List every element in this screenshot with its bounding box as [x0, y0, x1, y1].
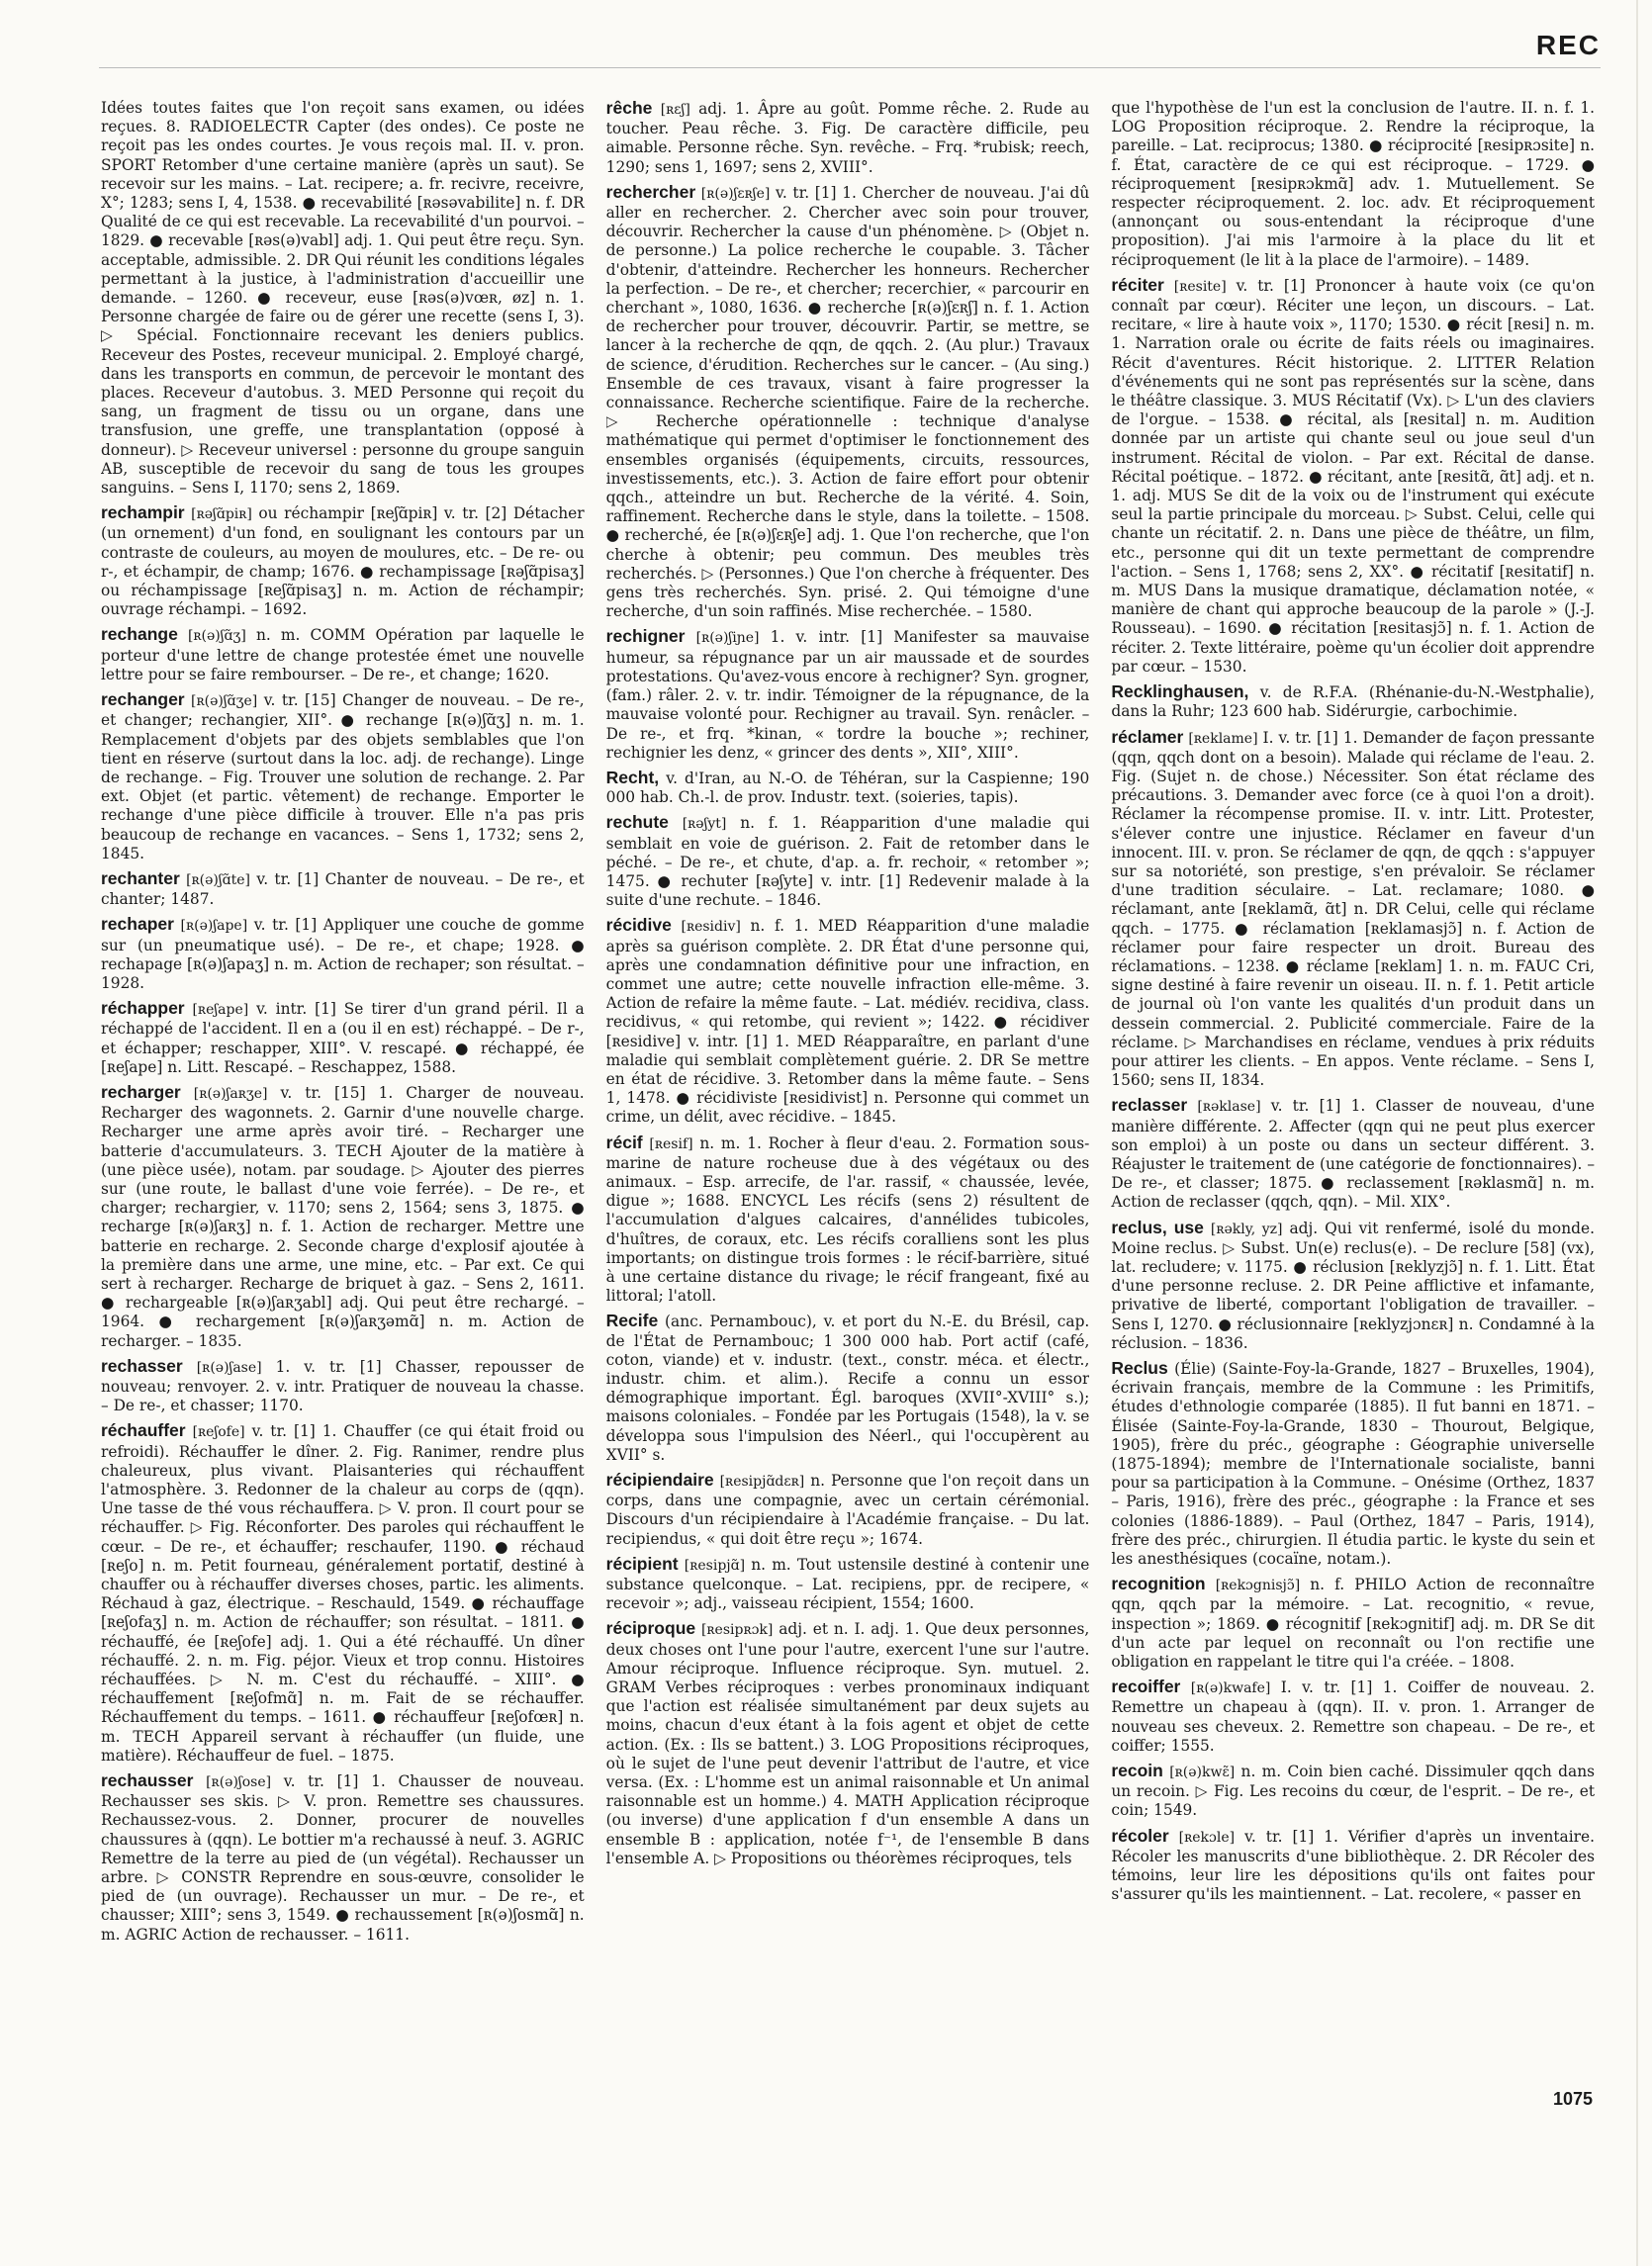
entry-headword: rechanter	[101, 867, 180, 888]
entry-headword: rechaper	[101, 914, 174, 935]
entry-definition: n. f. 1. Réapparition d'une maladie qui semblait en voie de guérison. 2. Fait de retomber dans le péché. – De re-, et chute, d'ap. a. fr. rechoir, « retomber »; 1475. ● rechuter [ʀəʃyte] v. intr. [1] Redevenir malade à la suite d'une rechute. – 1846.	[605, 814, 1090, 910]
entry-definition: Idées toutes faites que l'on reçoit sans examen, ou idées reçues. 8. RADIOELECTR Capter (des ondes). Ce poste ne reçoit pas les ondes courtes. Je vous reçois mal. II. v. pron. SPORT Retomber d'une certaine manière (après un saut). Se recevoir sur les mains. – Lat. recipere; a. fr. recivre, receivre, X°; 1283; sens I, 4, 1538. ● recevabilité [ʀəsəvabilite] n. f. DR Qualité de ce qui est recevable. La recevabilité d'un pourvoi. – 1829. ● recevable [ʀəs(ə)vabl] adj. 1. Qui peut être reçu. Syn. acceptable, admissible. 2. DR Qui réunit les conditions légales permettant à la justice, à l'administration d'accueillir une demande. – 1260. ● receveur, euse [ʀəs(ə)vœʀ, øz] n. 1. Personne chargée de faire ou de gérer une recette (sens I, 3). ▷ Spécial. Fonctionnaire recevant les deniers publics. Receveur des Postes, receveur municipal. 2. Employé chargé, dans les transports en commun, de percevoir le montant des places. Receveur d'autobus. 3. MED Personne qui reçoit du sang, un fragment de tissu ou un organe, dans une transfusion, une greffe, une transplantation (opposé à donneur). ▷ Receveur universel : personne du groupe sanguin AB, susceptible de recevoir du sang de tous les groupes sanguins. – Sens I, 1170; sens 2, 1869.	[101, 99, 585, 498]
entry-definition: (Élie) (Sainte-Foy-la-Grande, 1827 – Bruxelles, 1904), écrivain français, membre de la Commune : les Primitifs, études d'ethnologie comparée (1885). Il fut banni en 1871. – Élisée (Sainte-Foy-la-Grande, 1830 – Thourout, Belgique, 1905), frère du préc., géographe : Géographie universelle (1875-1894); membre de l'Internationale socialiste, banni pour sa participation à la Commune. – Onésime (Orthez, 1837 – Paris, 1916), frère des préc., géographe : la France et ses colonies (1886-1889). – Paul (Orthez, 1847 – Paris, 1914), frère des préc., chirurgien. Il étudia partic. le kyste du sein et les anesthésiques (cocaïne, notam.).	[1111, 1360, 1596, 1569]
dictionary-entry	[101, 1083, 585, 1351]
entry-pronunciation: [ʀ(ə)ʃape]	[180, 918, 248, 935]
entry-definition: I. v. tr. [1] 1. Demander de façon pressante (qqn, qqch dont on a besoin). Malade qui réclame de l'eau. 2. Fig. (Sujet n. de chose.) Nécessiter. Son état réclame des précautions. 3. Demander avec force (ce à quoi l'on a droit). Réclamer la récompense promise. II. v. intr. Litt. Protester, s'élever contre une injustice. Réclamer en faveur d'un innocent. III. v. pron. Se réclamer de qqn, de qqch : s'appuyer sur sa notoriété, son prestige, s'en prévaloir. Se réclamer d'une tradition séculaire. – Lat. reclamare; 1080. ● réclamant, ante [ʀeklamɑ̃, ɑ̃t] n. DR Celui, celle qui réclame qqch. – 1775. ● réclamation [ʀeklamasjɔ̃] n. f. Action de réclamer pour faire respecter un droit. Bureau des réclamations. – 1238. ● réclame [ʀeklam] 1. n. m. FAUC Cri, signe destiné à faire revenir un oiseau. II. n. f. 1. Petit article de journal où l'on vante les qualités d'un produit dans un dessein commercial. 2. Publicité commerciale. Faire de la réclame. ▷ Marchandises en réclame, vendues à prix réduits pour attirer les clients. – En appos. Vente réclame. – Sens I, 1560; sens II, 1834.	[1111, 728, 1596, 1090]
entry-pronunciation: [ʀesidiv]	[681, 919, 741, 936]
dictionary-entry	[101, 690, 585, 863]
dictionary-entry	[1111, 276, 1595, 677]
dictionary-entry	[1111, 1575, 1595, 1672]
entry-definition: v. tr. [1] 1. Chauffer (ce qui était froid ou refroidi). Réchauffer le dîner. 2. Fig. Ranimer, rendre plus chaleureux, plus vivant. Plaisanteries qui réchauffent l'atmosphère. 3. Redonner de la chaleur au corps de (qqn). Une tasse de thé vous réchauffera. ▷ V. pron. Il court pour se réchauffer. ▷ Fig. Réconforter. Des paroles qui réchauffent le cœur. – De re-, et échauffer; reschaufer, 1190. ● réchaud [ʀeʃo] n. m. Petit fourneau, généralement portatif, destiné à chauffer ou à réchauffer diverses choses, partic. les aliments. Réchaud à gaz, électrique. – Reschauld, 1549. ● réchauffage [ʀeʃofaʒ] n. m. Action de réchauffer; son résultat. – 1811. ● réchauffé, ée [ʀeʃofe] adj. 1. Qui a été réchauffé. Un dîner réchauffé. 2. n. m. Fig. péjor. Vieux et trop connu. Histoires réchauffées. ▷ N. m. C'est du réchauffé. – XIII°. ● réchauffement [ʀeʃofmɑ̃] n. m. Fait de se réchauffer. Réchauffement du temps. – 1611. ● réchauffeur [ʀeʃofœʀ] n. m. TECH Appareil servant à réchauffer (un fluide, une matière). Réchauffeur de fuel. – 1875.	[101, 1422, 585, 1765]
entry-definition: v. intr. [1] Se tirer d'un grand péril. Il a réchappé de l'accident. Il en a (ou il en est) réchappé. – De r-, et échapper; reschapper, XIII°. V. rescapé. ● réchappé, ée [ʀeʃape] n. Litt. Rescapé. – Reschappez, 1588.	[101, 1000, 585, 1076]
dictionary-entry	[1111, 1762, 1595, 1821]
entry-headword: Recht,	[605, 767, 660, 787]
entry-headword: récoler	[1111, 1825, 1169, 1846]
entry-headword: réciter	[1111, 274, 1164, 295]
dictionary-entry	[101, 869, 585, 909]
entry-definition: n. Personne que l'on reçoit dans un corps, dans une compagnie, avec un certain cérémonial. Discours d'un récipiendaire à l'Académie française. – Du lat. recipiendus, « qui doit être reçu »; 1674.	[605, 1472, 1090, 1548]
column-2	[606, 99, 1090, 2087]
entry-pronunciation: [ʀəʃɑ̃piʀ]	[191, 506, 252, 523]
column-1	[101, 99, 585, 2087]
entry-definition: v. tr. [1] 1. Classer de nouveau, d'une manière différente. 2. Affecter (qqn qui ne peut plus exercer son emploi) à un poste ou dans un secteur différent. 3. Réajuster le traitement de (une catégorie de fonctionnaires). – De re-, et classer; 1875. ● reclassement [ʀəklasmɑ̃] n. m. Action de reclasser (qqch, qqn). – Mil. XIX°.	[1111, 1097, 1596, 1212]
dictionary-entry	[1111, 1096, 1595, 1212]
entry-pronunciation: [ʀekɔgnisjɔ̃]	[1215, 1578, 1301, 1594]
entry-definition: n. f. PHILO Action de reconnaître qqn, qqch par la mémoire. – Lat. recognitio, « revue, inspection »; 1869. ● récognitif [ʀekɔgnitif] adj. m. DR Se dit d'un acte par lequel on reconnaît ou l'on rectifie une obligation en rappelant le titre qui l'a créée. – 1808.	[1111, 1576, 1596, 1672]
entry-definition: v. tr. [1] Prononcer à haute voix (ce qu'on connaît par cœur). Réciter une leçon, un discours. – Lat. recitare, « lire à haute voix », 1170; 1530. ● récit [ʀesi] n. m. 1. Narration orale ou écrite de faits réels ou imaginaires. Récit d'aventures. Récit historique. 2. LITTER Relation d'événements qui ne sont pas représentés sur la scène, dans le théâtre classique. 3. MUS Récitatif (Vx). ▷ L'un des claviers de l'orgue. – 1538. ● récital, als [ʀesital] n. m. Audition donnée par un artiste qui chante seul ou joue seul d'un instrument. Récital de violon. – Par ext. Récital de danse. Récital poétique. – 1872. ● récitant, ante [ʀesitɑ̃, ɑ̃t] adj. et n. 1. adj. MUS Se dit de la voix ou de l'instrument qui exécute seul la partie principale du morceau. ▷ Subst. Celui, celle qui chante un récitatif. 2. n. Dans une pièce de théâtre, un film, etc., personne qui dit un texte permettant de comprendre l'action. – Sens 1, 1768; sens 2, XX°. ● récitatif [ʀesitatif] n. m. MUS Dans la musique dramatique, déclamation notée, « manière de chant qui approche beaucoup de la parole » (J.-J. Rousseau). – 1690. ● récitation [ʀesitasjɔ̃] n. f. 1. Action de réciter. 2. Texte littéraire, poème qu'un écolier doit apprendre par cœur. – 1530.	[1111, 276, 1596, 676]
entry-headword: recharger	[101, 1081, 181, 1102]
entry-pronunciation: [ʀəkly, yz]	[1210, 1221, 1283, 1237]
entry-definition: v. tr. [1] Appliquer une couche de gomme sur (un pneumatique usé). – De re-, et chape; 1928. ● rechapage [ʀ(ə)ʃapaʒ] n. m. Action de rechaper; son résultat. – 1928.	[101, 916, 585, 992]
dictionary-entry	[1111, 1359, 1595, 1569]
entry-headword: rechute	[605, 812, 669, 833]
entry-definition: ou réchampir [ʀeʃɑ̃piʀ] v. tr. [2] Détacher (un ornement) d'un fond, en soulignant les contours par un contraste de couleurs, au moyen de moulures, etc. – De re- ou r-, et échampir, de champ; 1676. ● rechampissage [ʀəʃɑ̃pisaʒ] ou réchampissage [ʀeʃɑ̃pisaʒ] n. m. Action de réchampir; ouvrage réchampi. – 1692.	[101, 504, 585, 619]
entry-pronunciation: [ʀeʃape]	[192, 1002, 249, 1019]
entry-headword: récipiendaire	[605, 1470, 714, 1491]
entry-definition: v. tr. [15] 1. Charger de nouveau. Recharger des wagonnets. 2. Garnir d'une nouvelle charge. Recharger une arme après avoir tiré. – Recharger une batterie d'accumulateurs. 3. TECH Ajouter de la matière à (une pièce usée), notam. par soudage. ▷ Ajouter des pierres sur (une route, le ballast d'une voie ferrée). – De re-, et charger; rechargier, v. 1170; sens 2, 1564; sens 3, 1875. ● recharge [ʀ(ə)ʃaʀʒ] n. f. 1. Action de recharger. Mettre une batterie en recharge. 2. Seconde charge d'explosif ajoutée à la première dans une arme, une mine, etc. – Par ext. Ce qui sert à recharger. Recharge de briquet à gaz. – Sens 2, 1611. ● rechargeable [ʀ(ə)ʃaʀʒabl] adj. Qui peut être rechargé. – 1964. ● rechargement [ʀ(ə)ʃaʀʒəmɑ̃] n. m. Action de recharger. – 1835.	[101, 1083, 585, 1350]
dictionary-entry	[101, 1421, 585, 1766]
entry-headword: récidive	[605, 915, 672, 936]
dictionary-entry	[1111, 728, 1595, 1091]
entry-pronunciation: [ʀ(ə)ʃiɲe]	[695, 630, 760, 647]
entry-pronunciation: [ʀ(ə)ʃɑ̃ʒe]	[191, 693, 258, 710]
entry-pronunciation: [ʀesif]	[649, 1135, 693, 1152]
entry-pronunciation: [ʀesipjɑ̃dɛʀ]	[719, 1474, 805, 1491]
entry-headword: réchauffer	[101, 1420, 186, 1441]
dictionary-entry	[606, 1133, 1090, 1307]
entry-headword: rêche	[605, 99, 653, 118]
entry-definition: v. tr. [1] 1. Chercher de nouveau. J'ai dû aller en rechercher. 2. Chercher avec soin pour trouver, découvrir. Rechercher la cause d'un phénomène. ▷ (Objet n. de personne.) La police recherche le coupable. 3. Tâcher d'obtenir, d'atteindre. Rechercher les honneurs. Rechercher la perfection. – De re-, et chercher; recerchier, « parcourir en cherchant », 1080, 1636. ● recherche [ʀ(ə)ʃɛʀʃ] n. f. 1. Action de rechercher pour trouver, découvrir. Partir, se mettre, se lancer à la recherche de qqn, de qqch. 2. (Au plur.) Travaux de science, d'érudition. Recherches sur le cancer. – (Au sing.) Ensemble de ces travaux, visant à faire progresser la connaissance. Recherche scientifique. Faire de la recherche. ▷ Recherche opérationnelle : technique d'analyse mathématique qui permet d'optimiser le fonctionnement des ensembles organisés (équipements, circuits, ressources, investissements, etc.). 3. Action de faire effort pour obtenir qqch., atteindre un but. Recherche de la vérité. 4. Soin, raffinement. Recherche dans le style, dans la toilette. – 1508. ● recherché, ée [ʀ(ə)ʃɛʀʃe] adj. 1. Que l'on recherche, que l'on cherche à obtenir; peu commun. Des meubles très recherchés. ▷ (Personnes.) Que l'on cherche à fréquenter. Des gens très recherchés. Syn. prisé. 2. Qui témoigne d'une recherche, d'un soin raffinés. Mise recherchée. – 1580.	[605, 183, 1090, 621]
entry-headword: recoiffer	[1111, 1677, 1181, 1697]
dictionary-entry	[606, 1312, 1090, 1465]
dictionary-entry	[101, 1357, 585, 1416]
entry-definition: 1. v. tr. [1] Chasser, repousser de nouveau; renvoyer. 2. v. intr. Pratiquer de nouveau la chasse. – De re-, et chasser; 1170.	[101, 1357, 585, 1415]
dictionary-entry	[1111, 682, 1595, 721]
entry-pronunciation: [ʀ(ə)ʃase]	[196, 1359, 262, 1376]
entry-definition: n. m. 1. Rocher à fleur d'eau. 2. Formation sous-marine de nature rocheuse due à des végétaux ou des animaux. – Esp. arrecife, de l'ar. rassif, « chaussée, levée, digue »; 1688. ENCYCL Les récifs (sens 2) résultent de l'accumulation d'algues calcaires, d'annélides tubicoles, d'huîtres, de coraux, etc. Les récifs coralliens sont les plus importants; on distingue trois formes : le récif-barrière, situé à une certaine distance du rivage; le récif frangeant, fixé au littoral; l'atoll.	[605, 1133, 1090, 1306]
entry-pronunciation: [ʀ(ə)kwafe]	[1190, 1680, 1271, 1697]
entry-pronunciation: [ʀesipjɑ̃]	[684, 1557, 746, 1574]
entry-headword: réciproque	[605, 1618, 696, 1639]
entry-pronunciation: [ʀ(ə)ʃaʀʒe]	[193, 1085, 268, 1102]
dictionary-entry	[606, 183, 1090, 622]
dictionary-entry	[606, 1471, 1090, 1549]
entry-definition: v. tr. [1] Chanter de nouveau. – De re-, et chanter; 1487.	[101, 869, 585, 909]
entry-pronunciation: [ʀ(ə)ʃɑ̃te]	[186, 871, 251, 888]
entry-pronunciation: [ʀeʃofe]	[192, 1424, 245, 1441]
entry-definition: n. f. 1. MED Réapparition d'une maladie après sa guérison complète. 2. DR État d'une personne qui, après une condamnation définitive pour une infraction, en commet une autre; cette nouvelle infraction elle-même. 3. Action de refaire la même faute. – Lat. médiév. recidiva, class. recidivus, « qui retombe, qui revient »; 1422. ● récidiver [ʀesidive] v. intr. [1] 1. MED Réapparaître, en parlant d'une maladie qui semblait complètement guérie. 2. DR Se mettre en état de récidive. 3. Retomber dans la même faute. – Sens 1, 1478. ● récidiviste [ʀesidivist] n. Personne qui commet un crime, un délit, avec récidive. – 1845.	[605, 917, 1090, 1127]
entry-pronunciation: [ʀeklame]	[1188, 730, 1258, 747]
dictionary-columns	[101, 99, 1595, 2087]
entry-definition: (anc. Pernambouc), v. et port du N.-E. du Brésil, cap. de l'État de Pernambouc; 1 300 000 hab. Port actif (café, coton, viande) et v. industr. (text., constr. méca. et électr., industr. chim. et alim.). Recife a connu un essor démographique important. Égl. baroques (XVII°-XVIII° s.); maisons coloniales. – Fondée par les Portugais (1548), la v. se développa sous l'impulsion des Néerl., qui l'occupèrent au XVII° s.	[605, 1313, 1090, 1464]
entry-headword: réchapper	[101, 998, 185, 1019]
entry-headword: rechanger	[101, 689, 185, 710]
entry-headword: rechausser	[101, 1770, 194, 1791]
dictionary-entry	[1111, 1677, 1595, 1756]
dictionary-entry	[101, 999, 585, 1077]
guide-word: REC	[1535, 30, 1601, 60]
dictionary-entry	[606, 99, 1090, 177]
entry-headword: reclus, use	[1111, 1217, 1204, 1237]
entry-definition: v. d'Iran, au N.-O. de Téhéran, sur la Caspienne; 190 000 hab. Ch.-l. de prov. Industr. text. (soieries, tapis).	[605, 769, 1090, 807]
dictionary-entry	[606, 769, 1090, 807]
dictionary-entry	[606, 1619, 1090, 1868]
entry-pronunciation: [ʀ(ə)ʃose]	[206, 1774, 272, 1791]
entry-definition: adj. Qui vit renfermé, isolé du monde. Moine reclus. ▷ Subst. Un(e) reclus(e). – De reclure [58] (vx), lat. recludere; v. 1175. ● réclusion [ʀeklyzjɔ̃] n. f. 1. Litt. État d'une personne recluse. 2. DR Peine afflictive et infamante, privative de liberté, comportant l'obligation de travailler. – Sens I, 1270. ● réclusionnaire [ʀeklyzjɔnɛʀ] n. Condamné à la réclusion. – 1836.	[1111, 1219, 1596, 1352]
entry-headword: reclasser	[1111, 1095, 1188, 1116]
dictionary-entry	[101, 503, 585, 619]
entry-definition: v. tr. [1] 1. Vérifier d'après un inventaire. Récoler les manuscrits d'une bibliothèque. 2. DR Récoler des témoins, leur lire les dépositions qu'ils ont faites pour s'assurer qu'ils les maintiennent. – Lat. recolere, « passer en	[1111, 1827, 1596, 1904]
entry-definition: v. tr. [15] Changer de nouveau. – De re-, et changer; rechangier, XII°. ● rechange [ʀ(ə)ʃɑ̃ʒ] n. m. 1. Remplacement d'objets par des objets semblables que l'on tient en réserve (surtout dans la loc. adj. de rechange). Linge de rechange. – Fig. Trouver une solution de rechange. 2. Par ext. Objet (et partic. vêtement) de rechange. Emporter le rechange d'une pièce difficile à trouver. Elle n'a pas pris beaucoup de rechange en vacances. – Sens 1, 1732; sens 2, 1845.	[101, 691, 585, 862]
entry-pronunciation: [ʀekɔle]	[1178, 1829, 1236, 1846]
entry-headword: rechasser	[101, 1355, 183, 1376]
dictionary-entry	[101, 1771, 585, 1945]
entry-headword: Recklinghausen,	[1111, 681, 1249, 702]
dictionary-entry	[606, 916, 1090, 1127]
dictionary-entry	[606, 1555, 1090, 1614]
entry-headword: rechange	[101, 624, 178, 645]
entry-definition: I. v. tr. [1] 1. Coiffer de nouveau. 2. Remettre un chapeau à (qqn). II. v. pron. 1. Arranger de nouveau ses cheveux. 2. Remettre son chapeau. – De re-, et coiffer; 1555.	[1111, 1678, 1596, 1755]
entry-pronunciation: [ʀ(ə)kwɛ̃]	[1169, 1765, 1236, 1781]
entry-headword: rechampir	[101, 502, 185, 523]
dictionary-entry	[1111, 1827, 1595, 1905]
entry-pronunciation: [ʀesite]	[1173, 278, 1227, 295]
entry-headword: récipient	[605, 1553, 679, 1574]
entry-pronunciation: [ʀ(ə)ʃɛʀʃe]	[700, 185, 771, 202]
entry-headword: recoin	[1111, 1761, 1163, 1781]
entry-definition: 1. v. intr. [1] Manifester sa mauvaise humeur, sa répugnance par un air maussade et de sourdes protestations. Qu'avez-vous encore à rechigner? Syn. grogner, (fam.) râler. 2. v. tr. indir. Témoigner de la répugnance, de la mauvaise volonté pour. Rechigner au travail. Syn. renâcler. – De re-, et frq. *kinan, « tordre la bouche »; rechiner, rechignier les denz, « grincer des dents », XII°, XIII°.	[605, 628, 1090, 762]
dictionary-entry	[1111, 1219, 1595, 1353]
entry-definition: que l'hypothèse de l'un est la conclusion de l'autre. II. n. f. 1. LOG Proposition réciproque. 2. Rendre la réciproque, la pareille. – Lat. reciprocus; 1380. ● réciprocité [ʀesipʀɔsite] n. f. État, caractère de ce qui est réciproque. – 1729. ● réciproquement [ʀesipʀɔkmɑ̃] adv. 1. Mutuellement. Se respecter réciproquement. 2. loc. adv. Et réciproquement (annonçant ou sous-entendant la réciproque d'une proposition). J'ai mis l'armoire à la place du lit et réciproquement (le lit à la place de l'armoire). – 1489.	[1111, 99, 1596, 269]
entry-headword: réclamer	[1111, 726, 1184, 747]
entry-pronunciation: [ʀesipʀɔk]	[700, 1622, 774, 1639]
entry-pronunciation: [ʀ(ə)ʃɑ̃ʒ]	[187, 628, 246, 645]
entry-headword: recognition	[1111, 1574, 1206, 1594]
page-edge	[1636, 0, 1638, 2266]
dictionary-entry	[1111, 99, 1595, 270]
entry-definition: n. m. Tout ustensile destiné à contenir une substance quelconque. – Lat. recipiens, ppr. de recipere, « recevoir »; adj., vaisseau récipient, 1554; 1600.	[605, 1555, 1090, 1613]
entry-headword: rechercher	[605, 181, 696, 202]
entry-definition: adj. 1. Âpre au goût. Pomme rêche. 2. Rude au toucher. Peau rêche. 3. Fig. De caractère difficile, peu aimable. Personne rêche. Syn. revêche. – Frq. *rubisk; reech, 1290; sens 1, 1697; sens 2, XVIII°.	[605, 100, 1090, 176]
entry-headword: rechigner	[605, 626, 686, 647]
entry-definition: n. m. Coin bien caché. Dissimuler qqch dans un recoin. ▷ Fig. Les recoins du cœur, de l'esprit. – De re-, et coin; 1549.	[1111, 1763, 1596, 1820]
entry-headword: Reclus	[1111, 1358, 1168, 1378]
dictionary-entry	[101, 625, 585, 684]
entry-headword: Recife	[605, 1311, 659, 1331]
header-rule	[99, 67, 1601, 68]
dictionary-entry	[101, 99, 585, 498]
entry-definition: v. de R.F.A. (Rhénanie-du-N.-Westphalie), dans la Ruhr; 123 600 hab. Sidérurgie, carbochimie.	[1111, 683, 1595, 721]
entry-definition: n. m. COMM Opération par laquelle le porteur d'une lettre de change protestée émet une nouvelle lettre pour se faire rembourser. – De re-, et change; 1620.	[101, 626, 585, 683]
entry-headword: récif	[605, 1132, 643, 1152]
column-3	[1111, 99, 1595, 2087]
entry-pronunciation: [ʀɛʃ]	[660, 102, 690, 118]
entry-definition: v. tr. [1] 1. Chausser de nouveau. Rechausser ses skis. ▷ V. pron. Remettre ses chaussures. Rechaussez-vous. 2. Donner, procurer de nouvelles chaussures à (qqn). Le bottier m'a rechaussé à neuf. 3. AGRIC Remettre de la terre au pied de (un végétal). Rechausser un arbre. ▷ CONSTR Reprendre en sous-œuvre, consolider le pied de (un ouvrage). Rechausser un mur. – De re-, et chausser; XIII°; sens 3, 1549. ● rechaussement [ʀ(ə)ʃosmɑ̃] n. m. AGRIC Action de rechausser. – 1611.	[101, 1772, 585, 1944]
dictionary-entry	[606, 627, 1090, 762]
entry-pronunciation: [ʀəklase]	[1197, 1099, 1261, 1116]
entry-pronunciation: [ʀəʃyt]	[682, 816, 727, 833]
entry-definition: adj. et n. I. adj. 1. Que deux personnes, deux choses ont l'une pour l'autre, exercent l'une sur l'autre. Amour réciproque. Influence réciproque. Syn. mutuel. 2. GRAM Verbes réciproques : verbes pronominaux indiquant que l'action est réalisée simultanément par deux sujets au moins, chacun d'eux étant à la fois agent et objet de cette action. (Ex. : Ils se battent.) 3. LOG Propositions réciproques, où le sujet de l'une peut devenir l'attribut de l'autre, et vice versa. (Ex. : L'homme est un animal raisonnable et Un animal raisonnable est un homme.) 4. MATH Application réciproque (ou inverse) d'une application f d'un ensemble A dans un ensemble B : application, notée f⁻¹, de l'ensemble B dans l'ensemble A. ▷ Propositions ou théorèmes réciproques, tels	[605, 1620, 1090, 1867]
dictionary-entry	[606, 813, 1090, 910]
dictionary-entry	[101, 915, 585, 993]
page-number: 1075	[1552, 2089, 1593, 2109]
